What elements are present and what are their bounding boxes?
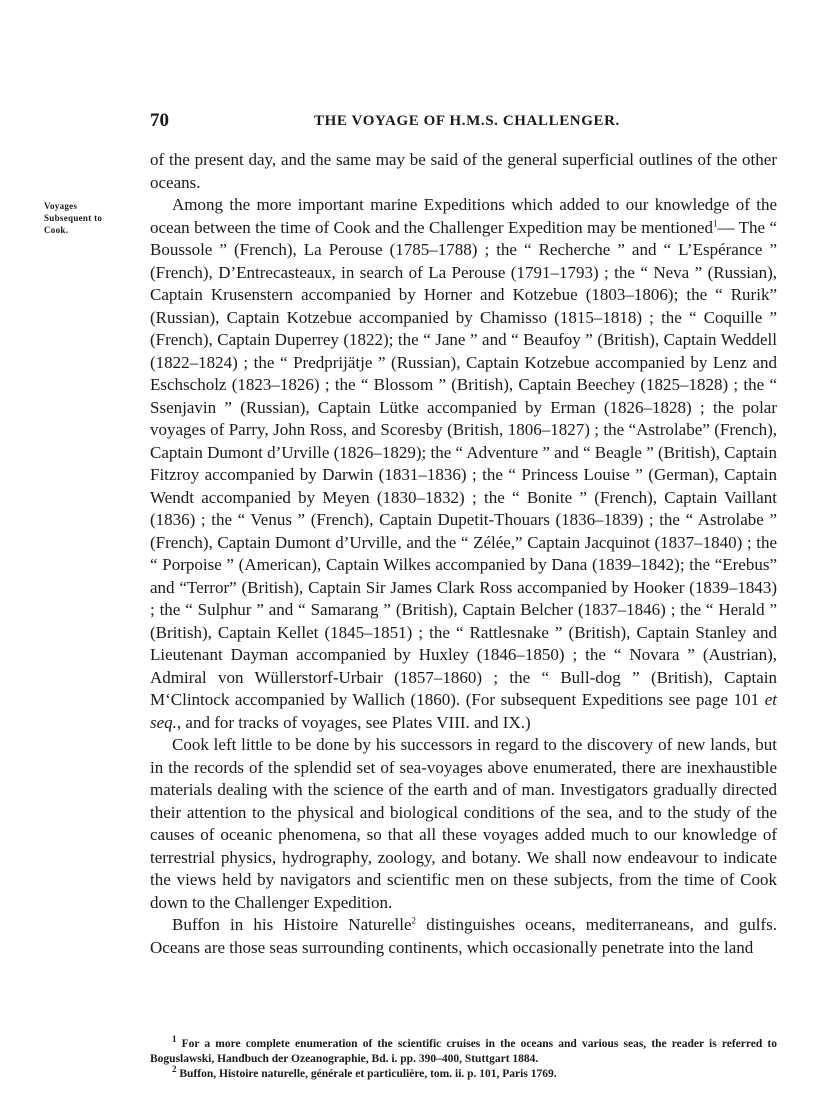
margin-note <box>44 200 136 236</box>
main-text <box>150 149 777 959</box>
footnote-ref-2[interactable]: 2 <box>411 915 417 926</box>
footnotes <box>150 1034 777 1082</box>
footnote-ref-1[interactable]: 1 <box>712 217 718 228</box>
footnote-1: $^1$ For a more complete enumeration of the scientific cruises in the oceans and various seas, the reader is referred to Boguslawski, Handbuch der Ozeanographie, Bd. i. pp. 390–400, Stuttgart 1884. <box>150 1034 777 1065</box>
footnote-marker: 2 <box>172 1064 177 1075</box>
paragraph-continuation: of the present day, and the same may be said of the general superficial outlines of the other oceans. <box>150 150 777 192</box>
paragraph-cook: Cook left little to be done by his successors in regard to the discovery of new lands, but in the records of the splendid set of sea-voyages above enumerated, there are inexhaustible materials dealing with the science of the earth and of man. Investigators gradually directed their attention to the physical and biological conditions of the sea, and to the study of the causes of oceanic phenomena, so that all these voyages added much to our knowledge of terrestrial physics, hydrography, zoology, and botany. We shall now endeavour to indicate the views held by navigators and scientific men on these subjects, from the time of Cook down to the Challenger Expedition. <box>150 735 777 912</box>
margin-note-line: Cook. <box>44 225 69 235</box>
footnote-2: $^2$ Buffon, Histoire naturelle, générale et particulière, tom. ii. p. 101, Paris 1769. <box>172 1064 557 1080</box>
margin-note-line: Subsequent to <box>44 213 103 223</box>
paragraph-expeditions: Among the more important marine Expeditions which added to our knowledge of the ocean between the time of Cook and the Challenger Expedition may be mentioned$^1$— The “ Boussole ” (French), La Perouse (1785–1788) ; the “ Recherche ” and “ L’Espérance ” (French), D’Entrecasteaux, in search of La Perouse (1791–1793) ; the “ Neva ” (Russian), Captain Krusenstern accompanied by Horner and Kotzebue (1803–1806); the “ Rurik” (Russian), Captain Kotzebue accompanied by Chamisso (1815–1818) ; the “ Coquille ” (French), Captain Duperrey (1822); the “ Jane ” and “ Beaufoy ” (British), Captain Weddell (1822–1824) ; the “ Predprijätje ” (Russian), Captain Kotzebue accompanied by Lenz and Eschscholz (1823–1826) ; the “ Blossom ” (British), Captain Beechey (1825–1828) ; the “ Ssenjavin ” (Russian), Captain Lütke accompanied by Erman (1826–1828) ; the polar voyages of Parry, John Ross, and Scoresby (British, 1806–1827) ; the “Astrolabe” (French), Captain Dumont d’Urville (1826–1829); the “ Adventure ” and “ Beagle ” (British), Captain Fitzroy accompanied by Darwin (1831–1836) ; the “ Princess Louise ” (German), Captain Wendt accompanied by Meyen (1830–1832) ; the “ Bonite ” (French), Captain Vaillant (1836) ; the “ Venus ” (French), Captain Dupetit-Thouars (1836–1839) ; the “ Astrolabe ” (French), Captain Dumont d’Urville, and the “ Zélée,” Captain Jacquinot (1837–1840) ; the “ Porpoise ” (American), Captain Wilkes accompanied by Dana (1839–1842); the “Erebus” and “Terror” (British), Captain Sir James Clark Ross accompanied by Hooker (1839–1843) ; the “ Sulphur ” and “ Samarang ” (British), Captain Belcher (1837–1846) ; the “ Herald ” (British), Captain Kellet (1845–1851) ; the “ Rattlesnake ” (British), Captain Stanley and Lieutenant Dayman accompanied by Huxley (1846–1850) ; the “ Novara ” (Austrian), Admiral von Wüllerstorf-Urbair (1857–1860) ; the “ Bull-dog ” (British), Captain M‘Clintock accompanied by Wallich (1860). (For subsequent Expeditions see page 101 et seq., and for tracks of voyages, see Plates VIII. and IX.) <box>150 195 777 732</box>
et-seq: et seq. <box>150 690 777 732</box>
margin-note-line: Voyages <box>44 201 78 211</box>
page-header <box>150 110 777 134</box>
paragraph-buffon: Buffon in his Histoire Naturelle$^2$ distinguishes oceans, mediterraneans, and gulfs. Oceans are those seas surrounding continents, which occasionally penetrate into the land <box>150 915 777 957</box>
page-number: 70 <box>150 110 169 131</box>
running-title: THE VOYAGE OF H.M.S. CHALLENGER. <box>314 113 620 129</box>
footnote-marker: 1 <box>172 1034 177 1045</box>
